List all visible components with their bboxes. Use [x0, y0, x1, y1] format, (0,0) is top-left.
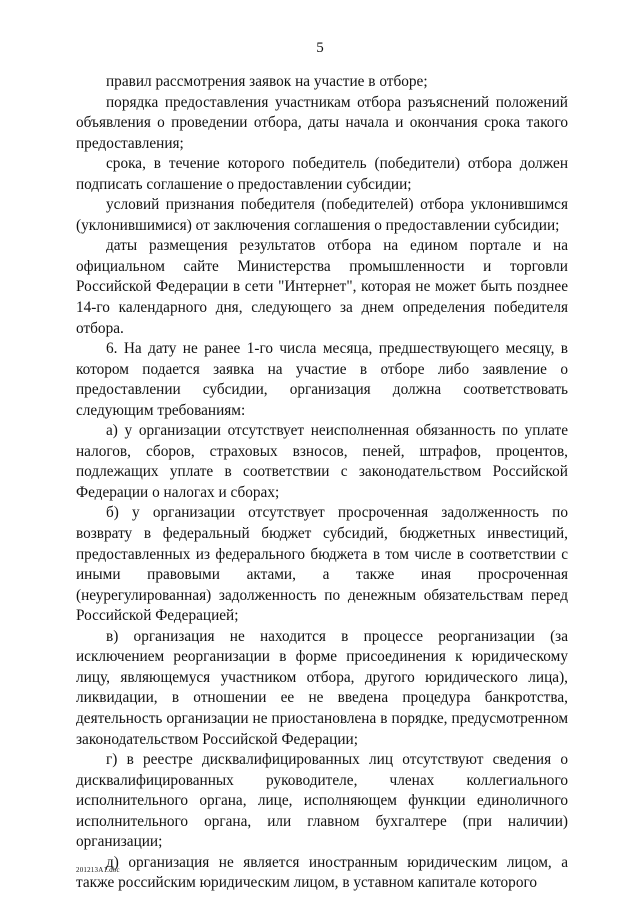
paragraph-evasion-conditions: условий признания победителя (победителей) отбора уклонившимся (уклонившимися) от заключения соглашения о предоставлении субсидии;: [76, 196, 568, 234]
paragraph-item-v: в) организация не находится в процессе реорганизации (за исключением реорганизации в форме присоединения к юридическому лицу, являющемуся участником отбора, другого юридического лица), ликвидации, в отношении ее не введена процедура банкротства, деятельность организации не приостановлена в порядке, предусмотренном законодательством Российской Федерации;: [76, 627, 568, 748]
paragraph-item-a: а) у организации отсутствует неисполненная обязанность по уплате налогов, сборов, страховых взносов, пеней, штрафов, процентов, подлежащих уплате в соответствии с законодательством Российской Федерации о налогах и сборах;: [76, 422, 568, 501]
paragraph-results-publication: даты размещения результатов отбора на едином портале и на официальном сайте Министерства промышленности и торговли Российской Федерации в сети "Интернет", которая не может быть позднее 14-го календарного дня, следующего за днем определения победителя отбора.: [76, 237, 568, 337]
page-number: 5: [316, 40, 324, 56]
document-body: [76, 72, 568, 894]
paragraph-item-d: д) организация не является иностранным юридическим лицом, а также российским юридическим лицом, в уставном капитале которого: [76, 853, 568, 892]
paragraph-item-b: б) у организации отсутствует просроченная задолженность по возврату в федеральный бюджет субсидий, бюджетных инвестиций, предоставленных из федерального бюджета в том числе в соответствии с иными правовыми актами, а также иная просроченная (неурегулированная) задолженность по денежным обязательствам перед Российской Федерацией;: [76, 504, 568, 625]
paragraph-clarification-order: порядка предоставления участникам отбора разъяснений положений объявления о проведении отбора, даты начала и окончания срока такого предоставления;: [76, 93, 568, 152]
paragraph-agreement-deadline: срока, в течение которого победитель (победители) отбора должен подписать соглашение о предоставлении субсидии;: [76, 155, 568, 193]
document-file-code: 201213A1.doc: [76, 866, 120, 874]
paragraph-item-g: г) в реестре дисквалифицированных лиц отсутствуют сведения о дисквалифицированных руководителе, членах коллегиального исполнительного органа, лице, исполняющем функции единоличного исполнительного органа, или главном бухгалтере (при наличии) организации;: [76, 751, 568, 851]
paragraph-rules-review: правил рассмотрения заявок на участие в отборе;: [106, 73, 428, 90]
paragraph-item-6: 6. На дату не ранее 1-го числа месяца, предшествующего месяцу, в котором подается заявка на участие в отборе либо заявление о предоставлении субсидии, организация должна соответствовать следующим требованиям:: [76, 340, 568, 419]
